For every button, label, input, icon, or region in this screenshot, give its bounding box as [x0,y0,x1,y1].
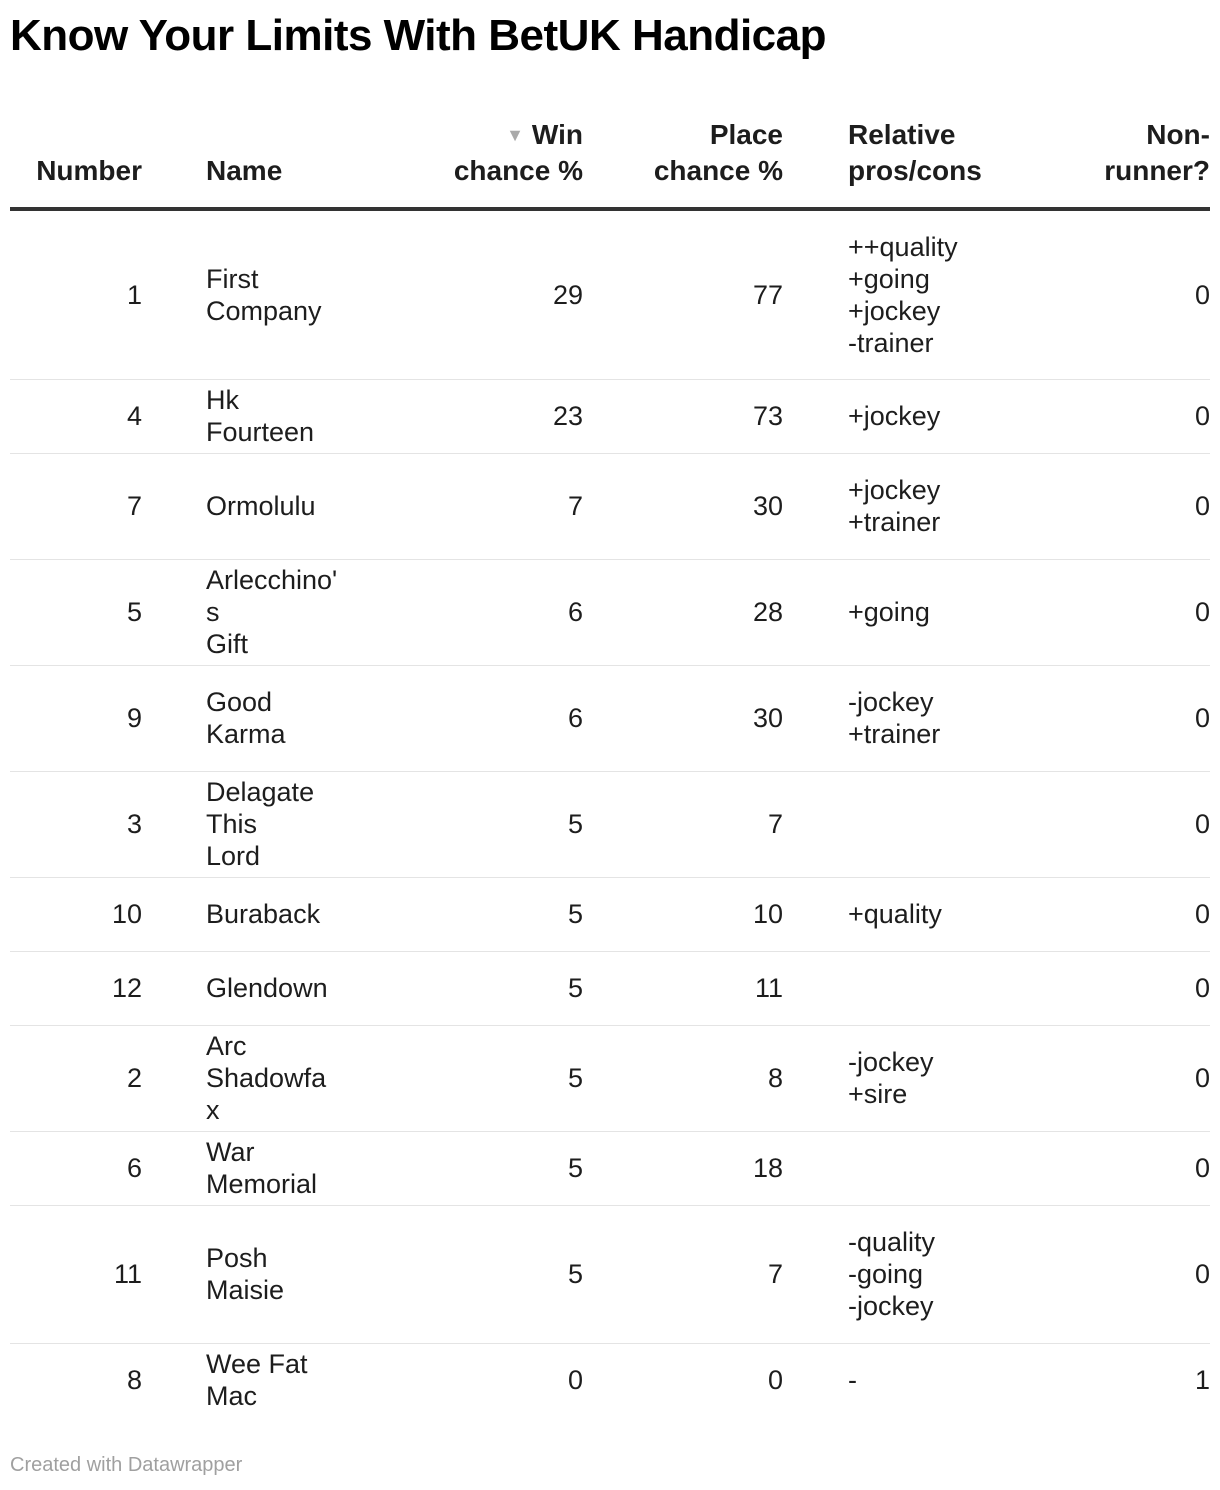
table-row [10,1205,1210,1343]
cell-win-chance [338,951,583,1025]
cell-number [10,771,142,877]
cell-relative [783,209,1013,379]
cell-name [142,771,338,877]
cell-number-value: 3 [126,809,142,839]
cell-number [10,665,142,771]
cell-win-chance [338,1343,583,1417]
header-place-label-1: Place [709,119,783,150]
page-title: Know Your Limits With BetUK Handicap [10,11,827,60]
cell-relative-value: -jockey +sire [848,1047,934,1109]
cell-number [10,1205,142,1343]
cell-relative-value: -jockey +trainer [848,687,941,749]
cell-win-chance-value: 6 [567,703,583,733]
cell-nonrunner-value: 0 [1194,703,1210,733]
cell-number-value: 7 [126,491,142,521]
cell-nonrunner-value: 0 [1194,491,1210,521]
cell-relative [783,1131,1013,1205]
cell-name [142,1343,338,1417]
cell-relative-value: +jockey [848,401,941,431]
cell-place-chance [583,1205,783,1343]
cell-place-chance-value: 11 [754,973,783,1003]
cell-relative [783,559,1013,665]
cell-nonrunner [1013,1131,1210,1205]
cell-relative [783,453,1013,559]
cell-win-chance [338,877,583,951]
cell-number [10,1025,142,1131]
cell-win-chance-value: 5 [567,899,583,929]
cell-name [142,209,338,379]
cell-number [10,453,142,559]
cell-place-chance [583,559,783,665]
cell-win-chance [338,209,583,379]
cell-nonrunner-value: 0 [1194,597,1210,627]
cell-nonrunner [1013,1025,1210,1131]
cell-place-chance [583,665,783,771]
header-place-chance[interactable] [583,112,783,209]
cell-relative-value: +going [848,597,930,627]
runners-table-container [10,112,1210,1417]
cell-relative [783,665,1013,771]
cell-nonrunner-value: 1 [1194,1365,1210,1396]
cell-number [10,559,142,665]
cell-nonrunner-value: 0 [1194,899,1210,929]
cell-relative-value: +quality [848,899,942,929]
cell-relative [783,877,1013,951]
cell-relative-value: ++quality +going +jockey -trainer [848,231,958,358]
cell-name [142,1025,338,1131]
cell-name [142,379,338,453]
cell-win-chance [338,771,583,877]
cell-name [142,453,338,559]
cell-place-chance [583,379,783,453]
cell-nonrunner [1013,1343,1210,1417]
cell-number [10,379,142,453]
cell-win-chance-value: 5 [567,973,583,1003]
cell-place-chance [583,209,783,379]
cell-relative [783,951,1013,1025]
cell-name [142,1131,338,1205]
cell-relative [783,1205,1013,1343]
header-nonrunner[interactable] [1013,112,1210,209]
cell-name [142,877,338,951]
cell-relative-value: - [848,1365,857,1396]
cell-win-chance-value: 6 [567,597,583,627]
cell-name-value: Ormolulu [206,491,316,521]
cell-number-value: 5 [126,597,142,627]
cell-nonrunner [1013,559,1210,665]
cell-relative [783,379,1013,453]
table-row [10,379,1210,453]
header-nonrunner-label-1: Non- [1146,119,1210,150]
sort-down-triangle-icon: ▼ [506,125,524,145]
cell-place-chance-value: 7 [767,1259,783,1289]
cell-win-chance-value: 23 [552,401,583,431]
cell-win-chance-value: 29 [552,279,583,310]
cell-name-value: War Memorial [206,1137,318,1199]
cell-number [10,951,142,1025]
cell-nonrunner [1013,379,1210,453]
cell-name-value: Wee Fat Mac [206,1349,308,1412]
cell-number [10,1131,142,1205]
header-win-label-2: chance % [453,155,583,186]
cell-name [142,665,338,771]
cell-place-chance [583,453,783,559]
cell-place-chance-value: 30 [752,703,783,733]
cell-name-value: Posh Maisie [206,1243,285,1305]
cell-win-chance [338,665,583,771]
cell-relative [783,1025,1013,1131]
cell-number-value: 6 [126,1153,142,1183]
cell-win-chance [338,1205,583,1343]
cell-place-chance-value: 18 [752,1153,783,1183]
cell-number-value: 8 [126,1365,142,1396]
header-nonrunner-label-2: runner? [1104,155,1210,186]
cell-number-value: 10 [111,899,142,929]
table-row [10,453,1210,559]
table-row [10,1025,1210,1131]
cell-win-chance-value: 0 [567,1365,583,1396]
cell-nonrunner [1013,1205,1210,1343]
table-row [10,877,1210,951]
cell-relative-value: -quality -going -jockey [848,1227,936,1321]
cell-relative-value: +jockey +trainer [848,475,941,537]
cell-number-value: 12 [111,973,142,1003]
cell-name-value: Arc Shadowfax [206,1031,327,1125]
header-relative-label-1: Relative [848,119,956,150]
cell-nonrunner [1013,951,1210,1025]
table-body [10,209,1210,1417]
cell-place-chance-value: 73 [752,401,783,431]
table-row [10,1343,1210,1417]
cell-place-chance [583,1343,783,1417]
cell-nonrunner [1013,665,1210,771]
cell-place-chance-value: 30 [752,491,783,521]
header-win-chance[interactable] [338,112,583,209]
cell-nonrunner-value: 0 [1194,1153,1210,1183]
cell-place-chance-value: 10 [752,899,783,929]
header-number[interactable] [10,112,142,209]
cell-relative [783,1343,1013,1417]
cell-nonrunner [1013,209,1210,379]
cell-name-value: Glendown [206,973,328,1003]
cell-win-chance [338,559,583,665]
footer-credit[interactable]: Created with Datawrapper [10,1454,243,1476]
cell-number-value: 1 [126,279,142,310]
cell-number-value: 9 [126,703,142,733]
cell-win-chance [338,1131,583,1205]
cell-place-chance [583,1131,783,1205]
header-relative-label-2: pros/cons [848,155,982,186]
table-row [10,665,1210,771]
cell-win-chance [338,1025,583,1131]
header-number-label: Number [36,155,142,186]
cell-nonrunner-value: 0 [1194,279,1210,310]
cell-name [142,951,338,1025]
cell-place-chance-value: 0 [767,1365,783,1396]
cell-nonrunner [1013,877,1210,951]
cell-number-value: 11 [113,1259,142,1289]
cell-place-chance-value: 77 [752,279,783,310]
cell-win-chance-value: 5 [567,809,583,839]
table-header [10,112,1210,209]
cell-number [10,209,142,379]
cell-win-chance-value: 7 [567,491,583,521]
header-relative[interactable] [783,112,1013,209]
cell-nonrunner [1013,771,1210,877]
header-win-label-1: Win [531,119,583,150]
cell-place-chance-value: 7 [767,809,783,839]
cell-number [10,1343,142,1417]
header-row [10,112,1210,209]
cell-nonrunner-value: 0 [1194,401,1210,431]
header-place-label-2: chance % [653,155,783,186]
cell-win-chance [338,453,583,559]
table-row [10,771,1210,877]
cell-name-value: Delagate This Lord [206,777,315,871]
cell-number [10,877,142,951]
cell-win-chance-value: 5 [567,1259,583,1289]
cell-place-chance [583,771,783,877]
cell-name-value: First Company [206,263,322,326]
cell-relative [783,771,1013,877]
cell-place-chance [583,951,783,1025]
cell-place-chance-value: 28 [752,597,783,627]
cell-name-value: Arlecchino's Gift [206,565,338,659]
cell-nonrunner-value: 0 [1194,1063,1210,1093]
cell-number-value: 4 [126,401,142,431]
cell-name-value: Buraback [206,899,321,929]
cell-nonrunner-value: 0 [1194,1259,1210,1289]
cell-win-chance-value: 5 [567,1153,583,1183]
cell-place-chance-value: 8 [767,1063,783,1093]
cell-name [142,559,338,665]
table-row [10,209,1210,379]
header-name[interactable] [142,112,338,209]
table-row [10,559,1210,665]
cell-name-value: Good Karma [206,687,286,749]
cell-nonrunner-value: 0 [1194,973,1210,1003]
cell-win-chance-value: 5 [567,1063,583,1093]
cell-win-chance [338,379,583,453]
cell-number-value: 2 [126,1063,142,1093]
table-row [10,1131,1210,1205]
cell-nonrunner-value: 0 [1194,809,1210,839]
cell-name-value: Hk Fourteen [206,385,315,447]
cell-place-chance [583,877,783,951]
cell-place-chance [583,1025,783,1131]
header-name-label: Name [206,155,283,186]
runners-table [10,112,1210,1417]
cell-name [142,1205,338,1343]
cell-nonrunner [1013,453,1210,559]
table-row [10,951,1210,1025]
